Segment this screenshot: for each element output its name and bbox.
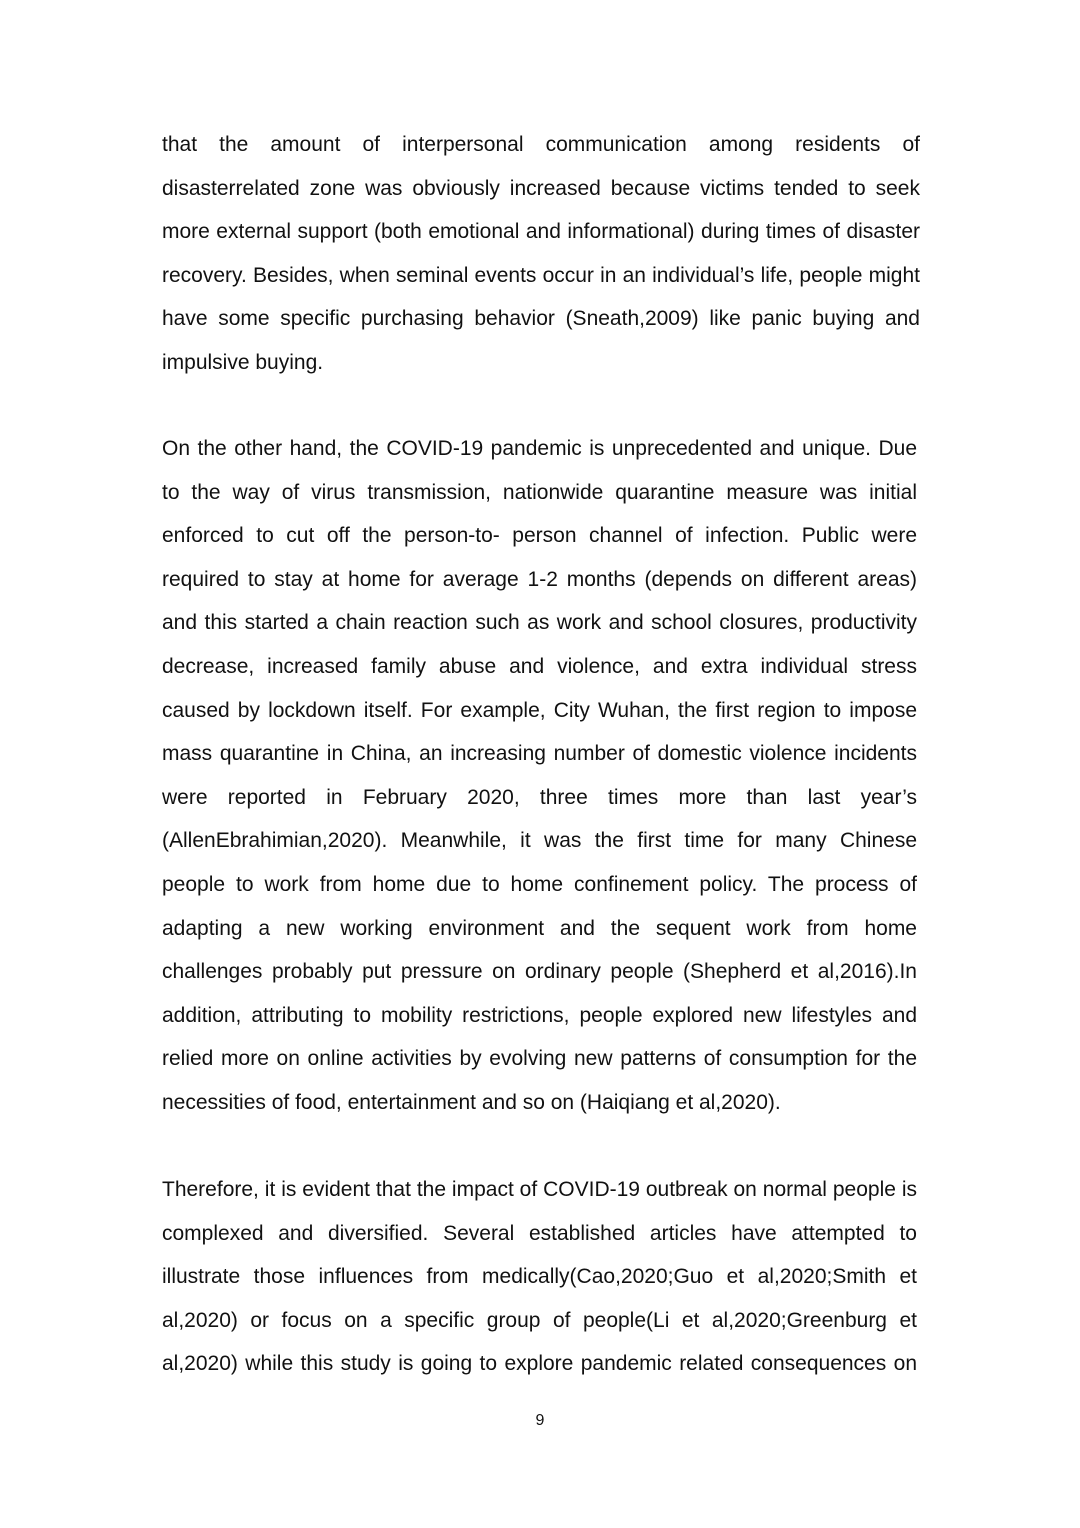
body-paragraph: that the amount of interpersonal communication among residents of disasterrelated zone was obviously increased because victims tended to seek more external support (both emotional and informational) during times of disaster recovery. Besides, when seminal events occur in an individual’s life, people might have some specific purchasing behavior (Sneath,2009) like panic buying and impulsive buying. bbox=[162, 133, 920, 374]
body-paragraph: Therefore, it is evident that the impact of COVID-19 outbreak on normal people is complexed and diversified. Several established articles have attempted to illustrate those influences from medically(Cao,2020;Guo et al,2020;Smith et al,2020) or focus on a specific group of people(Li et al,2020;Greenburg et al,2020) while this study is going to explore pandemic related consequences on bbox=[162, 1178, 917, 1376]
body-paragraph: On the other hand, the COVID-19 pandemic is unprecedented and unique. Due to the way of virus transmission, nationwide quarantine measure was initial enforced to cut off the person-to- person channel of infection. Public were required to stay at home for average 1-2 months (depends on different areas) and this started a chain reaction such as work and school closures, productivity decrease, increased family abuse and violence, and extra individual stress caused by lockdown itself. For example, City Wuhan, the first region to impose mass quarantine in China, an increasing number of domestic violence incidents were reported in February 2020, three times more than last year’s (AllenEbrahimian,2020). Meanwhile, it was the first time for many Chinese people to work from home due to home confinement policy. The process of adapting a new working environment and the sequent work from home challenges probably put pressure on ordinary people (Shepherd et al,2016).In addition, attributing to mobility restrictions, people explored new lifestyles and relied more on online activities by evolving new patterns of consumption for the necessities of food, entertainment and so on (Haiqiang et al,2020). bbox=[162, 437, 917, 1114]
page-number: 9 bbox=[535, 1412, 545, 1429]
